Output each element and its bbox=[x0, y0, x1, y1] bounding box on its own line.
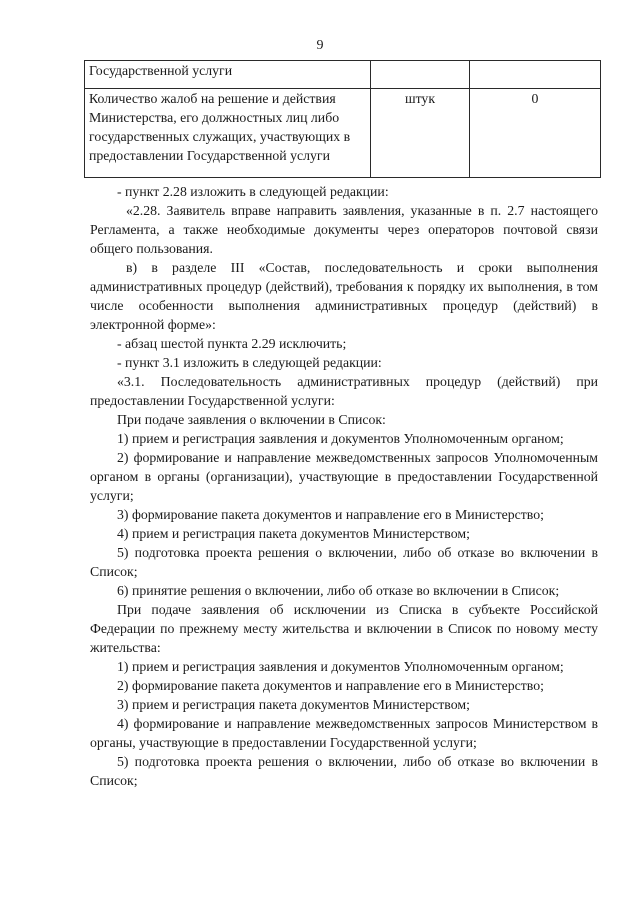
paragraph: - абзац шестой пункта 2.29 исключить; bbox=[117, 336, 347, 351]
paragraph: в) в разделе III «Состав, последовательность и сроки выполнения административных процедур (действий), требования к порядку их выполнения, в том числе особенности выполнения административных процедур (действий) в электронной форме»: bbox=[90, 260, 598, 332]
paragraph: «2.28. Заявитель вправе направить заявления, указанные в п. 2.7 настоящего Регламента, а также необходимые документы через операторов почтовой связи общего пользования. bbox=[90, 203, 598, 256]
paragraph: 1) прием и регистрация заявления и документов Уполномоченным органом; bbox=[117, 431, 564, 446]
paragraph: 6) принятие решения о включении, либо об отказе во включении в Список; bbox=[117, 583, 560, 598]
paragraph: 3) формирование пакета документов и направление его в Министерство; bbox=[117, 507, 544, 522]
paragraph: При подаче заявления о включении в Список: bbox=[117, 412, 386, 427]
table-cell-value: 0 bbox=[470, 89, 601, 178]
paragraph: 3) прием и регистрация пакета документов Министерством; bbox=[117, 697, 470, 712]
table-cell-indicator: Государственной услуги bbox=[85, 61, 371, 89]
paragraph: 2) формирование и направление межведомственных запросов Уполномоченным органом в органы (организации), участвующие в предоставлении Государственной услуги; bbox=[90, 450, 598, 503]
table-cell-unit bbox=[371, 61, 470, 89]
paragraph: - пункт 2.28 изложить в следующей редакции: bbox=[117, 184, 389, 199]
paragraph: 4) прием и регистрация пакета документов Министерством; bbox=[117, 526, 470, 541]
indicators-table bbox=[84, 60, 601, 178]
table-cell-unit: штук bbox=[371, 89, 470, 178]
table-cell-value bbox=[470, 61, 601, 89]
table-row bbox=[85, 89, 601, 178]
document-body bbox=[90, 182, 598, 790]
paragraph: 4) формирование и направление межведомственных запросов Министерством в органы, участвующие в предоставлении Государственной услуги; bbox=[90, 716, 598, 750]
paragraph: 1) прием и регистрация заявления и документов Уполномоченным органом; bbox=[117, 659, 564, 674]
paragraph: - пункт 3.1 изложить в следующей редакции: bbox=[117, 355, 382, 370]
paragraph: 2) формирование пакета документов и направление его в Министерство; bbox=[117, 678, 544, 693]
paragraph: «3.1. Последовательность административных процедур (действий) при предоставлении Государственной услуги: bbox=[90, 374, 598, 408]
paragraph: При подаче заявления об исключении из Списка в субъекте Российской Федерации по прежнему месту жительства и включении в Список по новому месту жительства: bbox=[90, 602, 598, 655]
table-row bbox=[85, 61, 601, 89]
table-cell-indicator: Количество жалоб на решение и действия Министерства, его должностных лиц либо государственных служащих, участвующих в предоставлении Государственной услуги bbox=[85, 89, 371, 178]
paragraph: 5) подготовка проекта решения о включении, либо об отказе во включении в Список; bbox=[90, 754, 598, 788]
page-number: 9 bbox=[316, 38, 324, 53]
paragraph: 5) подготовка проекта решения о включении, либо об отказе во включении в Список; bbox=[90, 545, 598, 579]
